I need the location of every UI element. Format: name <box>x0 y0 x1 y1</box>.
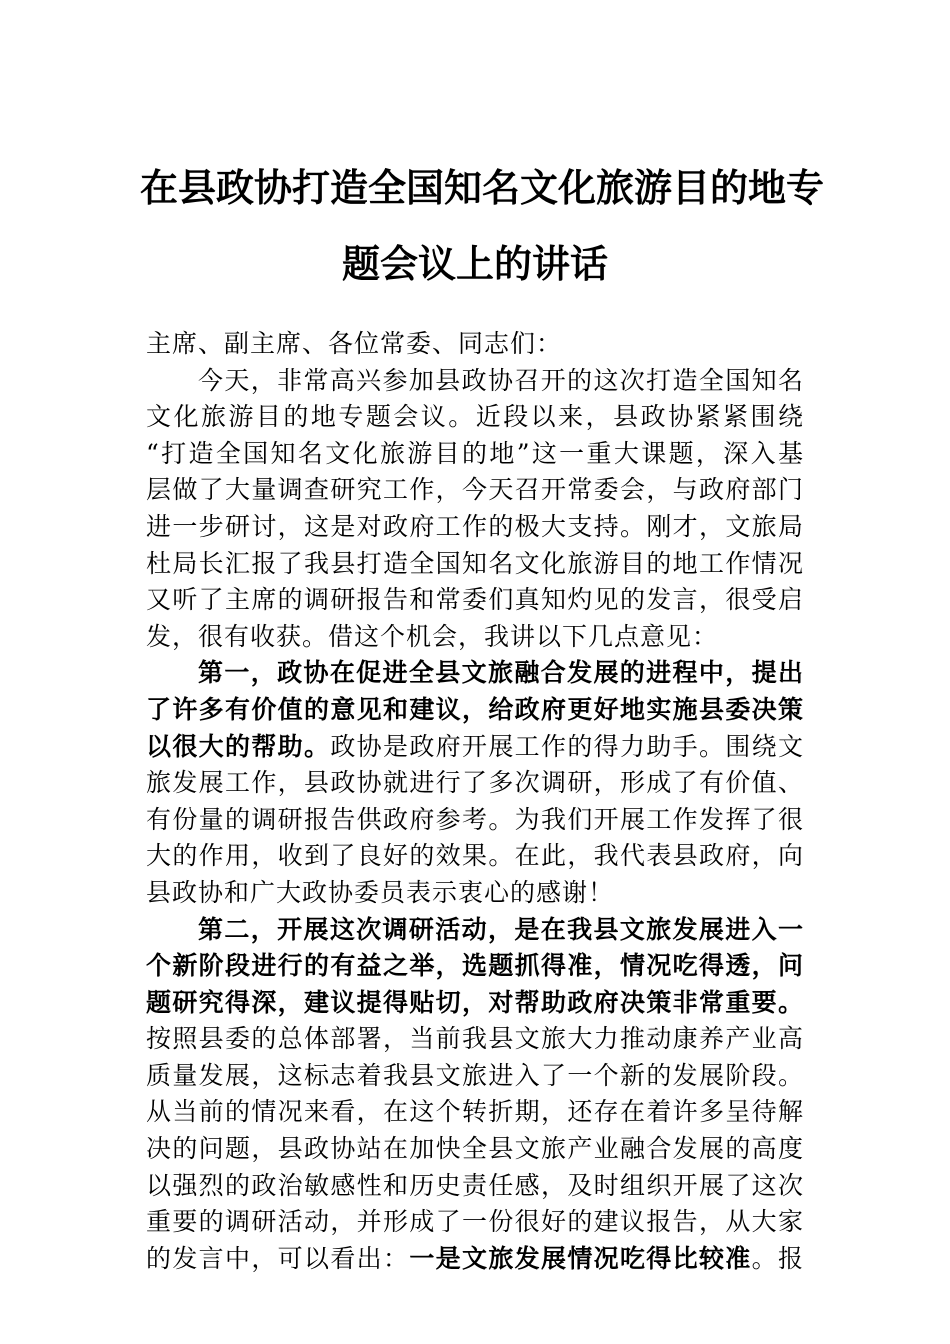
text-line <box>146 1241 804 1278</box>
text-line: 以强烈的政治敏感性和历史责任感，及时组织开展了这次 <box>146 1170 804 1200</box>
bold-text: 第一，政协在促进全县文旅融合发展的进程中，提出 <box>198 658 804 688</box>
text-line: 进一步研讨，这是对政府工作的极大支持。刚才，文旅局 <box>146 511 804 541</box>
salutation-text: 主席、副主席、各位常委、同志们： <box>146 329 563 358</box>
text-line: 层做了大量调查研究工作，今天召开常委会，与政府部门 <box>146 475 804 505</box>
plain-text: 。报 <box>751 1243 804 1273</box>
title-line-2: 题会议上的讲话 <box>341 241 608 286</box>
text-line: 旅发展工作，县政协就进行了多次调研，形成了有价值、 <box>146 768 804 798</box>
bold-text: 一是文旅发展情况吃得比较准 <box>409 1243 752 1273</box>
text-line: 决的问题，县政协站在加快全县文旅产业融合发展的高度 <box>146 1134 804 1164</box>
text-line <box>146 985 804 1022</box>
text-line: 发，很有收获。借这个机会，我讲以下几点意见： <box>146 621 719 651</box>
bold-text: 第二，开展这次调研活动，是在我县文旅发展进入一 <box>198 914 804 944</box>
text-line: 有份量的调研报告供政府参考。为我们开展工作发挥了很 <box>146 804 804 834</box>
text-line: 重要的调研活动，并形成了一份很好的建议报告，从大家 <box>146 1207 804 1237</box>
text-line: 今天，非常高兴参加县政协召开的这次打造全国知名 <box>198 365 804 395</box>
paragraph-first-point <box>146 655 804 911</box>
document-title <box>140 150 825 302</box>
text-line <box>146 655 804 692</box>
text-line: 质量发展，这标志着我县文旅进入了一个新的发展阶段。 <box>146 1060 804 1090</box>
text-line: 大的作用，收到了良好的效果。在此，我代表县政府，向 <box>146 841 804 871</box>
bold-text: 了许多有价值的意见和建议，给政府更好地实施县委决策 <box>146 694 804 724</box>
salutation <box>146 326 804 363</box>
bold-text: 题研究得深，建议提得贴切，对帮助政府决策非常重要。 <box>146 987 804 1017</box>
paragraph-intro <box>146 363 804 656</box>
text-line: 从当前的情况来看，在这个转折期，还存在着许多呈待解 <box>146 1097 804 1127</box>
bold-text: 个新阶段进行的有益之举，选题抓得准，情况吃得透，问 <box>146 951 804 981</box>
text-line <box>146 912 804 949</box>
paragraph-second-point <box>146 912 804 1278</box>
text-line: 按照县委的总体部署，当前我县文旅大力推动康养产业高 <box>146 1024 804 1054</box>
document-body <box>146 326 804 1277</box>
text-line <box>146 692 804 729</box>
text-line <box>146 729 804 766</box>
text-line <box>146 948 804 985</box>
bold-text: 以很大的帮助。 <box>146 731 331 761</box>
text-line: 文化旅游目的地专题会议。近段以来，县政协紧紧围绕 <box>146 402 804 432</box>
text-line: 县政协和广大政协委员表示衷心的感谢！ <box>146 877 615 907</box>
text-line: 又听了主席的调研报告和常委们真知灼见的发言，很受启 <box>146 585 804 615</box>
plain-text: 的发言中，可以看出： <box>146 1243 410 1273</box>
text-line: 杜局长汇报了我县打造全国知名文化旅游目的地工作情况 <box>146 548 804 578</box>
title-line-1: 在县政协打造全国知名文化旅游目的地专 <box>140 165 825 210</box>
text-line: “打造全国知名文化旅游目的地”这一重大课题，深入基 <box>146 438 804 468</box>
plain-text: 政协是政府开展工作的得力助手。围绕文 <box>330 731 804 761</box>
